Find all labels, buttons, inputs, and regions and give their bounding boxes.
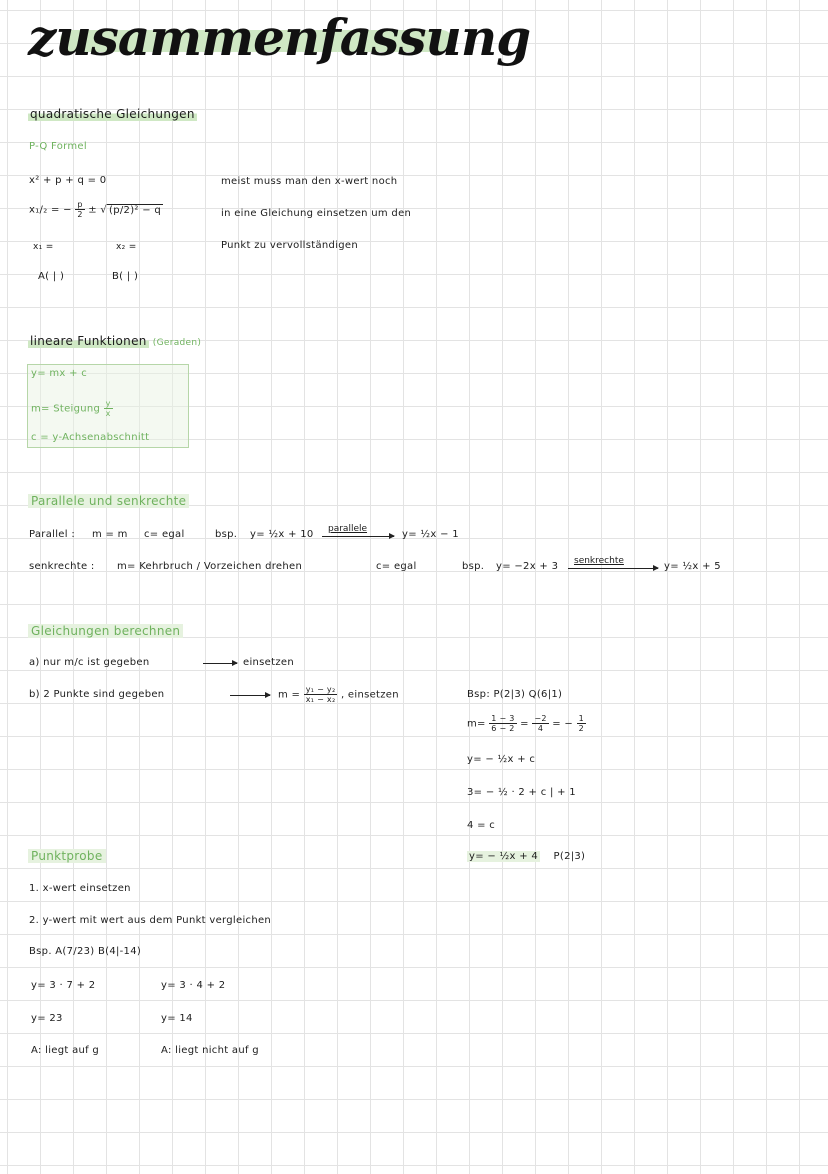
x1-label: x₁ = xyxy=(33,242,54,252)
heading-punktprobe: Punktprobe xyxy=(28,849,106,863)
punktprobe-example: Bsp. A(7/23) B(4|-14) xyxy=(29,946,142,957)
fraction-denominator: x₁ − x₂ xyxy=(305,695,336,704)
fraction-denominator: x xyxy=(105,409,111,418)
fraction-example-3 xyxy=(577,714,586,733)
senkrecht-c: c= egal xyxy=(376,561,417,572)
col2-line-2: y= 14 xyxy=(161,1013,193,1024)
fraction-numerator: 1 − 3 xyxy=(491,714,515,723)
case-b-m: m = xyxy=(278,689,301,701)
fraction-slope-formula xyxy=(304,685,338,704)
punktprobe-step-1: 1. x-wert einsetzen xyxy=(29,883,131,894)
parallel-example-from: y= ½x + 10 xyxy=(250,529,314,540)
note-line-1: meist muss man den x-wert noch xyxy=(221,176,398,187)
senkrecht-example-from: y= −2x + 3 xyxy=(496,561,559,572)
example-result-point: P(2|3) xyxy=(553,851,586,862)
case-b-result: , einsetzen xyxy=(340,689,399,701)
def-line-formula: y= mx + c xyxy=(31,368,88,379)
subheading-pq-formel: P-Q Formel xyxy=(29,141,87,152)
fraction-y-x xyxy=(104,399,113,418)
fraction-denominator: 2 xyxy=(578,724,584,733)
fraction-example-2 xyxy=(532,714,548,733)
pq-formula xyxy=(29,200,163,219)
def-line-intercept: c = y-Achsenabschnitt xyxy=(31,432,150,443)
case-a-text: a) nur m/c ist gegeben xyxy=(29,657,150,668)
fraction-numerator: y₁ − y₂ xyxy=(305,685,336,694)
page-title: zusammenfassung xyxy=(28,8,531,67)
example-points: Bsp: P(2|3) Q(6|1) xyxy=(467,689,563,700)
x2-label: x₂ = xyxy=(116,242,137,252)
pq-formula-lhs: x₁/₂ = − xyxy=(29,204,72,216)
example-slope-eq2: = − xyxy=(552,718,574,730)
parallel-rule: m = m xyxy=(92,529,128,540)
fraction-example-1 xyxy=(489,714,516,733)
senkrecht-example-to: y= ½x + 5 xyxy=(664,561,721,572)
example-result-equation: y= − ½x + 4 xyxy=(469,851,539,862)
parallel-arrow-label: parallele xyxy=(328,524,368,534)
parallel-arrow-icon xyxy=(322,536,394,537)
parallel-label: Parallel : xyxy=(29,529,75,540)
heading-lineare-funktionen-text: lineare Funktionen xyxy=(30,334,147,348)
example-slope xyxy=(467,714,586,733)
col2-line-3: A: liegt nicht auf g xyxy=(161,1045,259,1056)
case-b-arrow-icon xyxy=(230,695,270,696)
case-b-text: b) 2 Punkte sind gegeben xyxy=(29,689,165,700)
col1-line-1: y= 3 · 7 + 2 xyxy=(31,980,96,991)
fraction-denominator: 2 xyxy=(77,210,83,219)
parallel-bsp: bsp. xyxy=(215,529,238,540)
point-a: A( | ) xyxy=(38,271,65,282)
senkrecht-label: senkrechte : xyxy=(29,561,95,572)
example-line-3: 3= − ½ · 2 + c | + 1 xyxy=(467,787,576,798)
point-b: B( | ) xyxy=(112,271,139,282)
def-line-slope xyxy=(31,399,113,418)
heading-geraden: (Geraden) xyxy=(152,338,202,348)
senkrecht-arrow-label: senkrechte xyxy=(574,556,624,566)
col1-line-3: A: liegt auf g xyxy=(31,1045,100,1056)
heading-gleichungen-berechnen: Gleichungen berechnen xyxy=(28,624,183,638)
fraction-numerator: y xyxy=(105,399,111,408)
parallel-c: c= egal xyxy=(144,529,185,540)
fraction-p-2 xyxy=(75,200,84,219)
case-b-formula xyxy=(278,685,399,704)
example-slope-m: m= xyxy=(467,718,486,730)
punktprobe-step-2: 2. y-wert mit wert aus dem Punkt vergleichen xyxy=(29,915,272,926)
plus-minus-root: ± √ xyxy=(88,204,108,216)
fraction-numerator: p xyxy=(77,200,83,209)
col2-line-1: y= 3 · 4 + 2 xyxy=(161,980,226,991)
sqrt-body: (p/2)² − q xyxy=(109,204,162,216)
parallel-example-to: y= ½x − 1 xyxy=(402,529,459,540)
equation-quadratic: x² + p + q = 0 xyxy=(29,175,107,186)
senkrecht-arrow-icon xyxy=(568,568,658,569)
fraction-numerator: −2 xyxy=(534,714,547,723)
case-a-result: einsetzen xyxy=(243,657,294,668)
fraction-denominator: 4 xyxy=(537,724,544,733)
example-line-2: y= − ½x + c xyxy=(467,754,536,765)
example-line-5 xyxy=(467,850,585,864)
case-a-arrow-icon xyxy=(203,663,237,664)
senkrecht-rule: m= Kehrbruch / Vorzeichen drehen xyxy=(117,561,303,572)
example-slope-eq: = xyxy=(520,718,529,730)
def-slope-text: m= Steigung xyxy=(31,403,101,415)
note-line-2: in eine Gleichung einsetzen um den xyxy=(221,208,412,219)
col1-line-2: y= 23 xyxy=(31,1013,63,1024)
senkrecht-bsp: bsp. xyxy=(462,561,485,572)
example-line-4: 4 = c xyxy=(467,820,496,831)
heading-parallele-senkrechte: Parallele und senkrechte xyxy=(28,494,189,508)
note-line-3: Punkt zu vervollständigen xyxy=(221,240,359,251)
heading-quadratische-gleichungen: quadratische Gleichungen xyxy=(30,107,195,121)
fraction-numerator: 1 xyxy=(578,714,584,723)
fraction-denominator: 6 − 2 xyxy=(491,724,515,733)
heading-lineare-funktionen xyxy=(28,334,201,350)
